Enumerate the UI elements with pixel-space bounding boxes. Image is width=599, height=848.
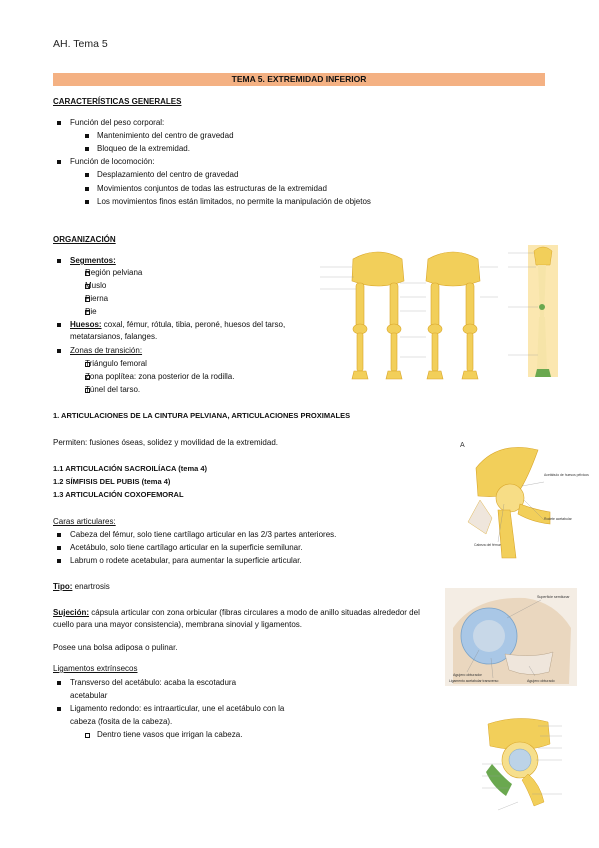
tipo-label: Tipo: bbox=[53, 582, 73, 591]
bullet-icon bbox=[57, 559, 61, 563]
figure-label: Rodete acetabular bbox=[544, 517, 572, 521]
bullet-icon bbox=[57, 681, 61, 685]
bullet-icon bbox=[57, 160, 61, 164]
list-item: Pie bbox=[85, 307, 97, 316]
list-item: Triángulo femoral bbox=[85, 359, 147, 368]
figure-label: Agujero obturador bbox=[453, 673, 482, 677]
huesos-text: coxal, fémur, rótula, tibia, peroné, huesos del tarso, bbox=[101, 320, 286, 329]
list-item: Ligamento redondo: es intraarticular, une el acetábulo con la bbox=[70, 704, 285, 713]
figure-label: Agujero obturado bbox=[527, 679, 555, 683]
section-heading-articulaciones: 1. ARTICULACIONES DE LA CINTURA PELVIANA, ARTICULACIONES PROXIMALES bbox=[53, 411, 351, 420]
bullet-icon bbox=[57, 259, 61, 263]
bullet-icon bbox=[57, 546, 61, 550]
list-item: Función del peso corporal: bbox=[70, 118, 165, 127]
list-item: Desplazamiento del centro de gravedad bbox=[97, 170, 239, 179]
list-item: Muslo bbox=[85, 281, 107, 290]
ligamentos-heading: Ligamentos extrínsecos bbox=[53, 664, 138, 673]
hip-ligaments-figure bbox=[478, 714, 570, 814]
list-item-cont: cabeza (fosita de la cabeza). bbox=[70, 717, 173, 726]
list-item: Dentro tiene vasos que irrigan la cabeza. bbox=[97, 730, 243, 739]
sujecion-label: Sujeción: bbox=[53, 608, 90, 617]
list-item: Labrum o rodete acetabular, para aumentar la superficie articular. bbox=[70, 556, 302, 565]
tipo-value: enartrosis bbox=[72, 582, 110, 591]
page-title: TEMA 5. EXTREMIDAD INFERIOR bbox=[53, 73, 545, 86]
figure-label: Cabeza del fémur bbox=[474, 543, 501, 547]
caras-heading: Caras articulares: bbox=[53, 517, 116, 526]
sujecion-text: cápsula articular con zona orbicular (fibras circulares a modo de anillo situadas alrededor del bbox=[89, 608, 420, 617]
list-item-cont: acetabular bbox=[70, 691, 108, 700]
bullet-icon bbox=[85, 147, 89, 151]
bullet-icon bbox=[85, 733, 90, 738]
sujecion-text-2: cuello para una mayor consistencia), membrana sinovial y ligamentos. bbox=[53, 620, 303, 629]
bolsa-text: Posee una bolsa adiposa o pulinar. bbox=[53, 643, 178, 652]
list-item: Pierna bbox=[85, 294, 109, 303]
subsection-heading: 1.2 SÍMFISIS DEL PUBIS (tema 4) bbox=[53, 477, 171, 486]
figure-letter: A bbox=[460, 442, 465, 449]
bullet-icon bbox=[57, 707, 61, 711]
zonas-label: Zonas de transición: bbox=[70, 346, 143, 355]
subsection-heading: 1.3 ARTICULACIÓN COXOFEMORAL bbox=[53, 490, 184, 499]
figure-label: Superficie semilunar bbox=[537, 595, 570, 599]
list-item: Los movimientos finos están limitados, no permite la manipulación de objetos bbox=[97, 197, 371, 206]
page-header: AH. Tema 5 bbox=[53, 38, 108, 50]
bullet-icon bbox=[85, 173, 89, 177]
list-item: Acetábulo, solo tiene cartílago articular en la superficie semilunar. bbox=[70, 543, 303, 552]
bullet-icon bbox=[85, 134, 89, 138]
list-item: Bloqueo de la extremidad. bbox=[97, 144, 190, 153]
lower-limb-skeleton-figure bbox=[318, 237, 566, 385]
huesos-text-2: metatarsianos, falanges. bbox=[70, 332, 158, 341]
bullet-icon bbox=[57, 533, 61, 537]
figure-label: Ligamento acetabular transverso bbox=[449, 679, 499, 683]
bullet-icon bbox=[85, 187, 89, 191]
figure-label: Acetábulo de huesos pélvicos bbox=[544, 473, 589, 477]
section-heading-caracteristicas: CARACTERÍSTICAS GENERALES bbox=[53, 97, 182, 106]
list-item: Mantenimiento del centro de gravedad bbox=[97, 131, 234, 140]
list-item: Cabeza del fémur, solo tiene cartílago articular en las 2/3 partes anteriores. bbox=[70, 530, 337, 539]
list-item: Túnel del tarso. bbox=[85, 385, 141, 394]
bullet-icon bbox=[57, 323, 61, 327]
bullet-icon bbox=[85, 200, 89, 204]
huesos-label: Huesos: bbox=[70, 320, 102, 329]
bullet-icon bbox=[57, 121, 61, 125]
list-item: Región pelviana bbox=[85, 268, 143, 277]
intro-text: Permiten: fusiones óseas, solidez y movilidad de la extremidad. bbox=[53, 438, 278, 447]
list-item: Transverso del acetábulo: acaba la escotadura bbox=[70, 678, 237, 687]
section-heading-organizacion: ORGANIZACIÓN bbox=[53, 235, 116, 244]
segmentos-label: Segmentos: bbox=[70, 256, 116, 265]
subsection-heading: 1.1 ARTICULACIÓN SACROILÍACA (tema 4) bbox=[53, 464, 208, 473]
bullet-icon bbox=[57, 349, 61, 353]
list-item: Movimientos conjuntos de todas las estructuras de la extremidad bbox=[97, 184, 327, 193]
list-item: Zona poplítea: zona posterior de la rodilla. bbox=[85, 372, 235, 381]
acetabulum-figure bbox=[445, 588, 577, 686]
list-item: Función de locomoción: bbox=[70, 157, 155, 166]
hip-joint-figure-a bbox=[458, 438, 589, 560]
